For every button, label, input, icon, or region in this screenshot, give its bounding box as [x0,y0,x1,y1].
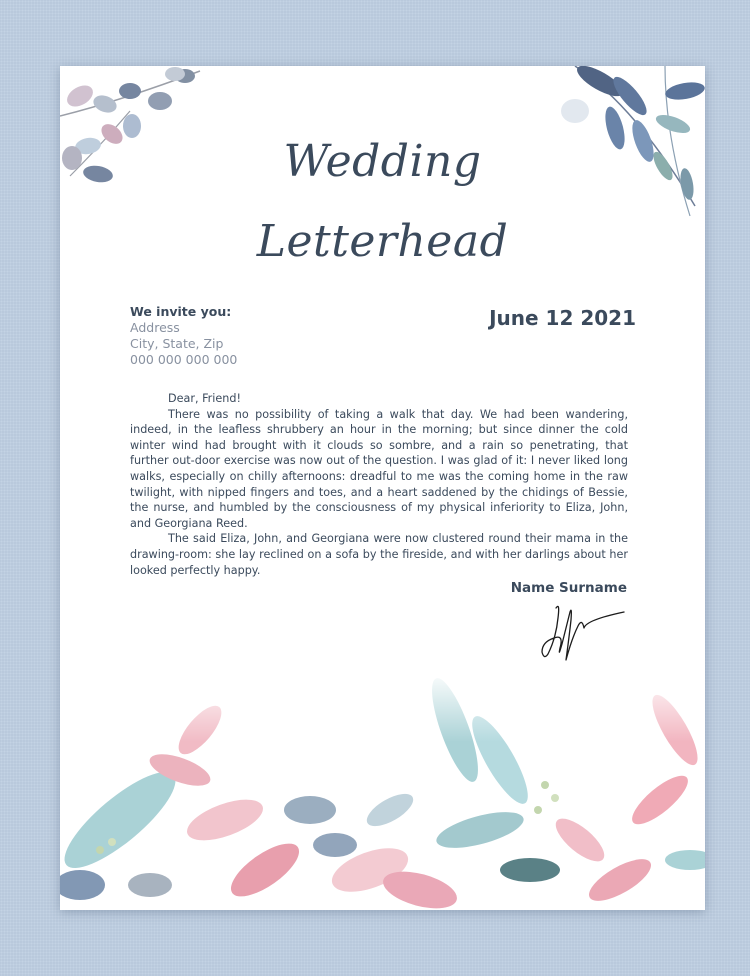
letterhead-title-line1: Wedding [283,136,482,187]
letter-date: June 12 2021 [489,306,636,330]
letter-paragraph-1: There was no possibility of taking a walk that day. We had been wandering, indeed, in the leafless shrubbery an hour in the morning; but since dinner the cold winter wind had brought with it clouds so sombre, and a rain so penetrating, that further out-door exercise was now out of the question. I was glad of it: I never liked long walks, especially on chilly afternoons: dreadful to me was the coming home in the raw twilight, with nipped fingers and toes, and a heart saddened by the chidings of Bessie, the nurse, and humbled by the consciousness of my physical inferiority to Eliza, John, and Georgiana Reed. [130,407,628,530]
bottom-floral-decoration [60,670,705,910]
sender-block [130,304,237,368]
sender-phone: 000 000 000 000 [130,352,238,367]
handwritten-signature [538,598,628,668]
letter-paragraph-2: The said Eliza, John, and Georgiana were now clustered round their mama in the drawing-room: she lay reclined on a sofa by the fireside, and with her darlings about her looked perfectly happy. [130,532,628,577]
sender-lead: We invite you: [130,304,232,319]
letterhead-title-line2: Letterhead [256,216,509,267]
sender-city-state-zip: City, State, Zip [130,336,224,351]
letterhead-page [60,66,705,910]
letter-body [130,391,628,578]
signer-name: Name Surname [510,580,627,596]
sender-address: Address [130,320,180,335]
letter-greeting: Dear, Friend! [168,392,241,405]
